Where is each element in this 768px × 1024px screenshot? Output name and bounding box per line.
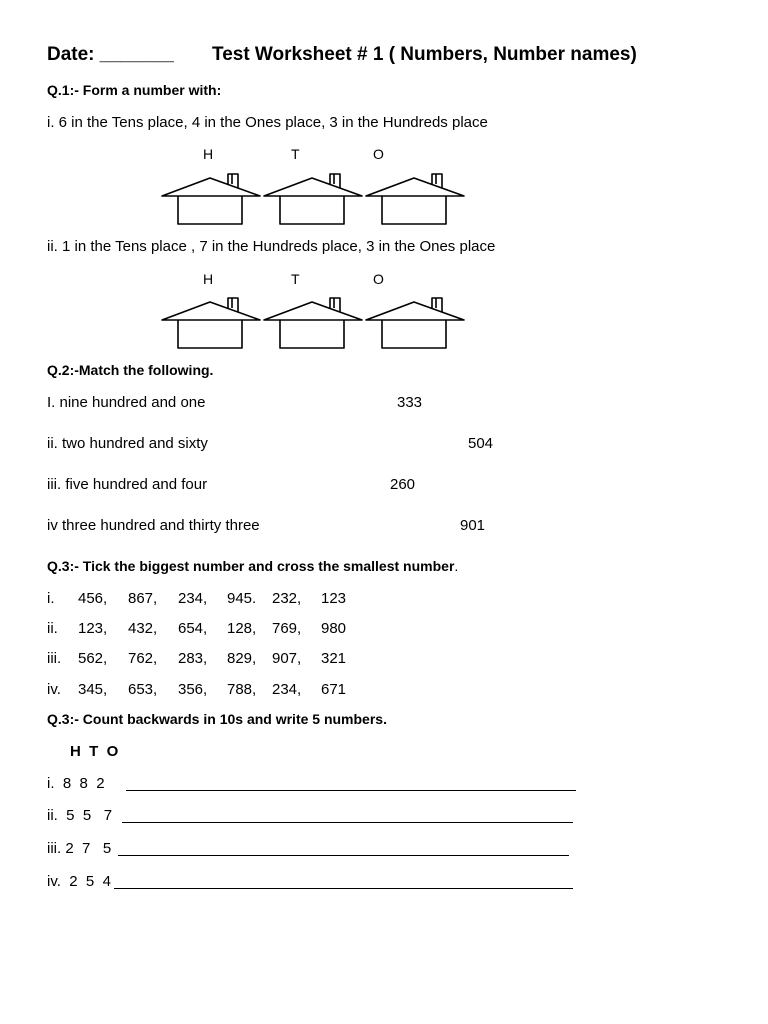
number-item: 234, [272,681,302,698]
row-label: i. [47,590,55,607]
count-row-label-2: ii. 5 5 7 [47,807,113,824]
q1-part-ii: ii. 1 in the Tens place , 7 in the Hundreds place, 3 in the Ones place [47,238,496,255]
number-item: 232, [272,590,302,607]
hundreds-label: H [203,146,214,162]
count-row-label-4: iv. 2 5 4 [47,873,111,890]
number-item: 907, [272,650,302,667]
match-left-2: ii. two hundred and sixty [47,435,208,452]
row-label: iv. [47,681,61,698]
match-left-3: iii. five hundred and four [47,476,208,493]
hto-header: H T O [70,743,119,760]
number-item: 769, [272,620,302,637]
q2-heading: Q.2:-Match the following. [47,362,214,378]
number-item: 432, [128,620,158,637]
number-item: 654, [178,620,208,637]
ones-label: O [373,146,384,162]
count-row-label-3: iii. 2 7 5 [47,840,112,857]
match-right-1: 333 [397,394,423,411]
number-item: 945. [227,590,257,607]
house-ones-icon [366,298,464,348]
match-left-4: iv three hundred and thirty three [47,517,260,534]
row-label: iii. [47,650,62,667]
tens-label: T [291,271,300,287]
house-hundreds-icon [162,298,260,348]
number-item: 788, [227,681,257,698]
number-item: 829, [227,650,257,667]
number-item: 356, [178,681,208,698]
number-item: 653, [128,681,158,698]
number-item: 980 [321,620,347,637]
house-hundreds-icon [162,174,260,224]
q1-part-i: i. 6 in the Tens place, 4 in the Ones place, 3 in the Hundreds place [47,114,488,131]
house-tens-icon [264,298,362,348]
number-item: 562, [78,650,108,667]
answer-blank-4[interactable] [114,888,573,889]
date-field[interactable]: Date: _______ [47,44,174,65]
row-label: ii. [47,620,58,637]
house-tens-icon [264,174,362,224]
number-item: 456, [78,590,108,607]
answer-blank-1[interactable] [126,790,576,791]
match-left-1: I. nine hundred and one [47,394,206,411]
number-item: 321 [321,650,347,667]
q1-heading: Q.1:- Form a number with: [47,82,222,98]
worksheet-title: Test Worksheet # 1 ( Numbers, Number names) [212,44,637,65]
place-value-houses-2 [160,294,470,352]
number-item: 345, [78,681,108,698]
q3-count-heading: Q.3:- Count backwards in 10s and write 5 numbers. [47,711,387,727]
answer-blank-3[interactable] [118,855,569,856]
match-right-2: 504 [468,435,494,452]
number-item: 123, [78,620,108,637]
answer-blank-2[interactable] [122,822,573,823]
place-value-houses-1 [160,170,470,228]
number-item: 867, [128,590,158,607]
number-item: 123 [321,590,347,607]
q3-tick-heading: Q.3:- Tick the biggest number and cross the smallest number. [47,558,459,574]
match-right-4: 901 [460,517,486,534]
ones-label: O [373,271,384,287]
number-item: 671 [321,681,347,698]
number-item: 762, [128,650,158,667]
hundreds-label: H [203,271,214,287]
number-item: 234, [178,590,208,607]
number-item: 128, [227,620,257,637]
number-item: 283, [178,650,208,667]
tens-label: T [291,146,300,162]
match-right-3: 260 [390,476,416,493]
count-row-label-1: i. 8 8 2 [47,775,105,792]
house-ones-icon [366,174,464,224]
